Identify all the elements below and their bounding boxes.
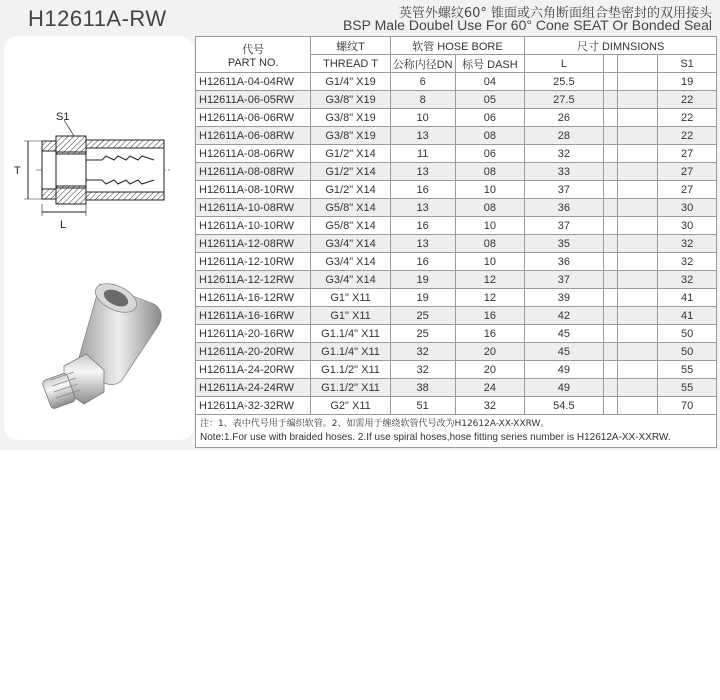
table-row	[196, 271, 717, 289]
cell-dash: 08	[455, 235, 525, 253]
header-l: L	[525, 55, 603, 73]
cell-dn: 13	[390, 127, 455, 145]
cell-part-no: H12611A-24-24RW	[196, 379, 311, 397]
cell-blank	[618, 217, 658, 235]
cell-l: 39	[525, 289, 603, 307]
cell-part-no: H12611A-10-10RW	[196, 217, 311, 235]
cell-dash: 06	[455, 145, 525, 163]
header-thread-en: THREAD T	[311, 55, 390, 73]
drawing-panel	[4, 36, 194, 440]
cell-thread: G5/8" X14	[311, 199, 390, 217]
header-dash: 标号 DASH	[455, 55, 525, 73]
cell-dash: 05	[455, 91, 525, 109]
cell-thread: G3/4" X14	[311, 271, 390, 289]
cell-thread: G3/8" X19	[311, 91, 390, 109]
cell-l: 37	[525, 217, 603, 235]
cell-dn: 16	[390, 217, 455, 235]
title-chinese: 英管外螺纹60° 锥面或六角断面组合垫密封的双用接头	[398, 6, 712, 21]
table-row	[196, 343, 717, 361]
cell-blank	[603, 217, 618, 235]
cell-dn: 25	[390, 307, 455, 325]
cell-s1: 19	[658, 73, 717, 91]
cell-dash: 08	[455, 163, 525, 181]
header-thread-cn: 螺纹T	[311, 37, 390, 55]
fitting-photo	[42, 278, 162, 410]
cell-blank	[603, 253, 618, 271]
cell-part-no: H12611A-08-08RW	[196, 163, 311, 181]
cell-l: 32	[525, 145, 603, 163]
cell-dash: 24	[455, 379, 525, 397]
cell-blank	[603, 325, 618, 343]
cell-l: 37	[525, 271, 603, 289]
cell-s1: 27	[658, 181, 717, 199]
cell-blank	[618, 289, 658, 307]
cell-dash: 32	[455, 397, 525, 415]
cell-l: 42	[525, 307, 603, 325]
cell-thread: G1.1/2" X11	[311, 379, 390, 397]
cell-thread: G1.1/4" X11	[311, 343, 390, 361]
cell-l: 37	[525, 181, 603, 199]
header-dn: 公称内径DN	[390, 55, 455, 73]
cell-dash: 08	[455, 199, 525, 217]
cell-thread: G1/2" X14	[311, 181, 390, 199]
cell-blank	[603, 127, 618, 145]
table-row	[196, 163, 717, 181]
cell-thread: G5/8" X14	[311, 217, 390, 235]
fitting-drawings	[4, 36, 194, 440]
cell-blank	[603, 307, 618, 325]
cell-blank	[603, 379, 618, 397]
cell-blank	[603, 91, 618, 109]
table-row	[196, 307, 717, 325]
cell-s1: 41	[658, 307, 717, 325]
table-row	[196, 109, 717, 127]
cell-blank	[618, 361, 658, 379]
cell-part-no: H12611A-04-04RW	[196, 73, 311, 91]
cell-blank	[603, 181, 618, 199]
notes-cell	[196, 415, 717, 448]
table-row	[196, 235, 717, 253]
cell-s1: 30	[658, 217, 717, 235]
cell-s1: 55	[658, 379, 717, 397]
cell-s1: 27	[658, 163, 717, 181]
cell-dash: 12	[455, 271, 525, 289]
spec-table-body	[196, 73, 717, 415]
cell-blank	[603, 361, 618, 379]
cell-l: 25.5	[525, 73, 603, 91]
table-row	[196, 217, 717, 235]
cell-blank	[618, 379, 658, 397]
cell-dash: 10	[455, 217, 525, 235]
cell-blank	[618, 199, 658, 217]
cell-dash: 06	[455, 109, 525, 127]
cell-blank	[618, 127, 658, 145]
cell-part-no: H12611A-06-06RW	[196, 109, 311, 127]
cell-l: 54.5	[525, 397, 603, 415]
cell-blank	[603, 73, 618, 91]
spec-table	[195, 36, 717, 448]
header-part-en: PART NO.	[227, 56, 279, 69]
cell-s1: 27	[658, 145, 717, 163]
cell-dn: 38	[390, 379, 455, 397]
cell-s1: 70	[658, 397, 717, 415]
cell-dash: 16	[455, 307, 525, 325]
cell-dash: 20	[455, 361, 525, 379]
cell-part-no: H12611A-08-10RW	[196, 181, 311, 199]
cell-l: 27.5	[525, 91, 603, 109]
table-row	[196, 73, 717, 91]
cell-l: 26	[525, 109, 603, 127]
header-s1: S1	[658, 55, 717, 73]
cell-l: 49	[525, 379, 603, 397]
table-row	[196, 145, 717, 163]
cell-s1: 32	[658, 235, 717, 253]
cell-blank	[618, 73, 658, 91]
label-l: L	[60, 219, 67, 231]
cell-part-no: H12611A-10-08RW	[196, 199, 311, 217]
section-drawing	[24, 120, 170, 216]
cell-dn: 11	[390, 145, 455, 163]
cell-blank	[603, 199, 618, 217]
cell-dn: 19	[390, 271, 455, 289]
cell-blank	[603, 145, 618, 163]
cell-dash: 16	[455, 325, 525, 343]
cell-dn: 32	[390, 361, 455, 379]
cell-dash: 04	[455, 73, 525, 91]
cell-dn: 16	[390, 253, 455, 271]
cell-l: 36	[525, 253, 603, 271]
cell-thread: G1" X11	[311, 307, 390, 325]
cell-l: 28	[525, 127, 603, 145]
title-english: BSP Male Doubel Use For 60° Cone SEAT Or Bonded Seal	[342, 17, 712, 33]
note-row	[196, 415, 717, 448]
cell-s1: 22	[658, 109, 717, 127]
cell-s1: 22	[658, 91, 717, 109]
table-row	[196, 127, 717, 145]
cell-dn: 51	[390, 397, 455, 415]
cell-dn: 16	[390, 181, 455, 199]
cell-blank	[603, 289, 618, 307]
table-row	[196, 181, 717, 199]
cell-s1: 41	[658, 289, 717, 307]
cell-s1: 30	[658, 199, 717, 217]
cell-part-no: H12611A-08-06RW	[196, 145, 311, 163]
cell-dash: 20	[455, 343, 525, 361]
cell-dn: 19	[390, 289, 455, 307]
cell-s1: 55	[658, 361, 717, 379]
cell-blank	[618, 325, 658, 343]
header-hose-bore: 软管 HOSE BORE	[390, 37, 525, 55]
cell-s1: 32	[658, 253, 717, 271]
cell-thread: G3/4" X14	[311, 235, 390, 253]
label-s1: S1	[56, 111, 70, 123]
cell-part-no: H12611A-20-16RW	[196, 325, 311, 343]
cell-dn: 13	[390, 163, 455, 181]
table-row	[196, 379, 717, 397]
cell-dn: 10	[390, 109, 455, 127]
cell-s1: 50	[658, 325, 717, 343]
cell-thread: G1/2" X14	[311, 145, 390, 163]
cell-part-no: H12611A-06-05RW	[196, 91, 311, 109]
table-row	[196, 253, 717, 271]
cell-blank	[618, 181, 658, 199]
cell-thread: G1.1/4" X11	[311, 325, 390, 343]
cell-blank	[618, 163, 658, 181]
cell-part-no: H12611A-06-08RW	[196, 127, 311, 145]
note-english: Note:1.For use with braided hoses. 2.If use spiral hoses,hose fitting series number is H12612A-XX-XXRW.	[200, 432, 671, 443]
cell-blank	[618, 343, 658, 361]
table-row	[196, 199, 717, 217]
cell-part-no: H12611A-12-08RW	[196, 235, 311, 253]
cell-blank	[618, 109, 658, 127]
table-row	[196, 325, 717, 343]
cell-dn: 13	[390, 235, 455, 253]
table-row	[196, 289, 717, 307]
cell-thread: G1/4" X19	[311, 73, 390, 91]
cell-blank	[603, 163, 618, 181]
cell-part-no: H12611A-12-10RW	[196, 253, 311, 271]
cell-l: 36	[525, 199, 603, 217]
cell-thread: G1/2" X14	[311, 163, 390, 181]
header-blank	[603, 55, 618, 73]
cell-thread: G1" X11	[311, 289, 390, 307]
cell-part-no: H12611A-12-12RW	[196, 271, 311, 289]
cell-thread: G1.1/2" X11	[311, 361, 390, 379]
cell-l: 45	[525, 325, 603, 343]
cell-blank	[618, 253, 658, 271]
cell-blank	[618, 235, 658, 253]
cell-thread: G3/8" X19	[311, 127, 390, 145]
cell-l: 33	[525, 163, 603, 181]
cell-part-no: H12611A-32-32RW	[196, 397, 311, 415]
table-row	[196, 361, 717, 379]
cell-dash: 10	[455, 253, 525, 271]
cell-part-no: H12611A-16-12RW	[196, 289, 311, 307]
cell-blank	[603, 109, 618, 127]
cell-l: 49	[525, 361, 603, 379]
header-part-cn: 代号	[242, 43, 265, 56]
cell-l: 45	[525, 343, 603, 361]
note-chinese: 注：1、表中代号用于编织软管。2、如需用于缠绕软管代号改为H12612A-XX-XXRW。	[200, 419, 550, 429]
cell-s1: 32	[658, 271, 717, 289]
model-number: H12611A-RW	[28, 6, 167, 31]
header-dimensions: 尺寸 DIMNSIONS	[525, 37, 717, 55]
header-blank	[618, 55, 658, 73]
cell-dash: 12	[455, 289, 525, 307]
cell-blank	[603, 271, 618, 289]
table-row	[196, 397, 717, 415]
cell-dn: 25	[390, 325, 455, 343]
cell-dash: 08	[455, 127, 525, 145]
cell-s1: 50	[658, 343, 717, 361]
label-t: T	[14, 165, 21, 177]
cell-s1: 22	[658, 127, 717, 145]
header-part-no	[196, 37, 311, 73]
cell-thread: G2" X11	[311, 397, 390, 415]
cell-dn: 6	[390, 73, 455, 91]
cell-dash: 10	[455, 181, 525, 199]
cell-part-no: H12611A-16-16RW	[196, 307, 311, 325]
cell-blank	[618, 397, 658, 415]
cell-thread: G3/4" X14	[311, 253, 390, 271]
cell-blank	[618, 91, 658, 109]
table-row	[196, 91, 717, 109]
cell-blank	[603, 397, 618, 415]
cell-dn: 32	[390, 343, 455, 361]
cell-dn: 8	[390, 91, 455, 109]
cell-dn: 13	[390, 199, 455, 217]
cell-part-no: H12611A-24-20RW	[196, 361, 311, 379]
cell-blank	[618, 307, 658, 325]
spec-table-wrapper	[195, 36, 717, 448]
cell-blank	[603, 235, 618, 253]
cell-blank	[618, 145, 658, 163]
cell-l: 35	[525, 235, 603, 253]
cell-blank	[618, 271, 658, 289]
cell-part-no: H12611A-20-20RW	[196, 343, 311, 361]
cell-blank	[603, 343, 618, 361]
cell-thread: G3/8" X19	[311, 109, 390, 127]
